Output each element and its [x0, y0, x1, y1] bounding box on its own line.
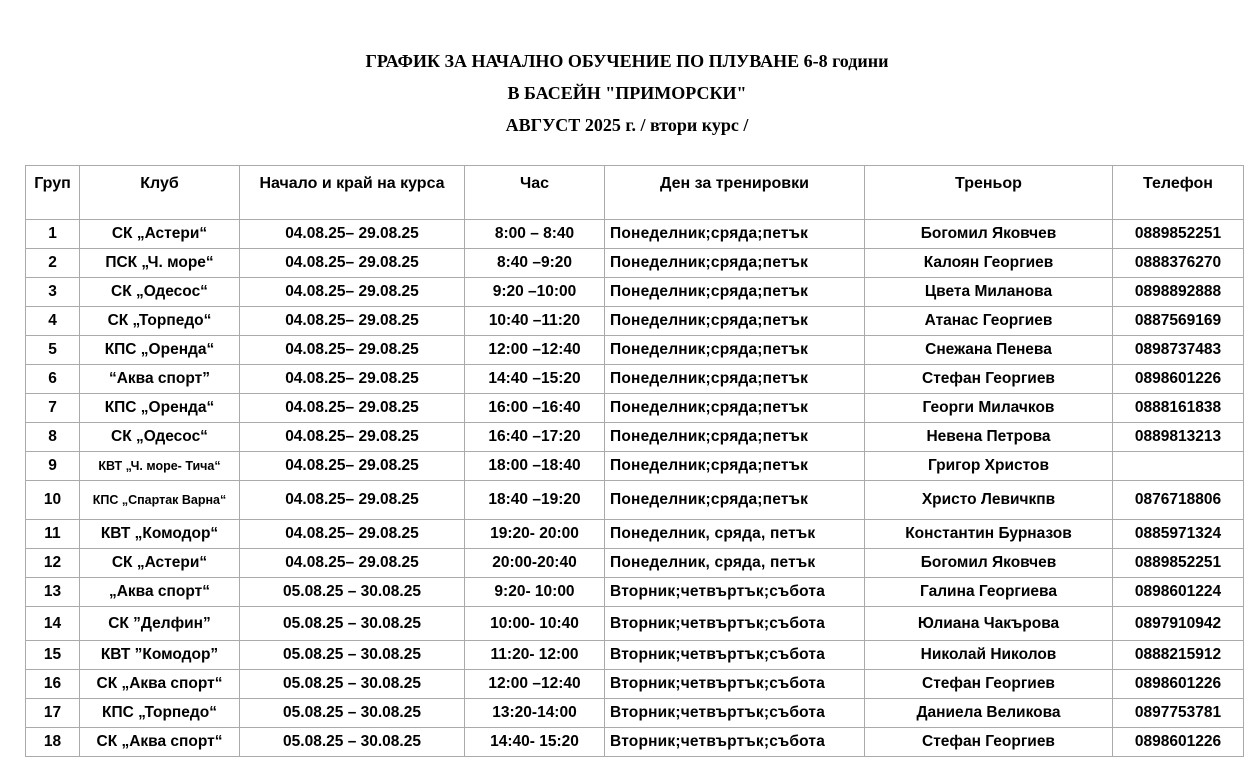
header-club: Клуб: [80, 166, 240, 220]
club-cell: СК „Одесос“: [80, 278, 240, 307]
group-cell: 13: [26, 578, 80, 607]
group-cell: 3: [26, 278, 80, 307]
header-training-days: Ден за тренировки: [605, 166, 865, 220]
group-cell: 15: [26, 641, 80, 670]
group-cell: 17: [26, 699, 80, 728]
hour-cell: 9:20- 10:00: [465, 578, 605, 607]
coach-cell: Богомил Яковчев: [865, 220, 1113, 249]
title-line-2: В БАСЕЙН "ПРИМОРСКИ": [507, 83, 747, 103]
training-days-cell: Понеделник;сряда;петък: [605, 394, 865, 423]
training-days-cell: Понеделник, сряда, петък: [605, 549, 865, 578]
club-cell: КПС „Спартак Варна“: [80, 481, 240, 520]
table-row: [26, 607, 1244, 641]
group-cell: 10: [26, 481, 80, 520]
hour-cell: 20:00-20:40: [465, 549, 605, 578]
group-cell: 14: [26, 607, 80, 641]
title-line-3: АВГУСТ 2025 г. / втори курс /: [505, 115, 749, 135]
group-cell: 4: [26, 307, 80, 336]
group-cell: 2: [26, 249, 80, 278]
course-dates-cell: 04.08.25– 29.08.25: [240, 481, 465, 520]
table-row: [26, 249, 1244, 278]
header-hour: Час: [465, 166, 605, 220]
training-days-cell: Понеделник;сряда;петък: [605, 481, 865, 520]
training-days-cell: Понеделник;сряда;петък: [605, 307, 865, 336]
group-cell: 7: [26, 394, 80, 423]
phone-cell: 0888215912: [1113, 641, 1244, 670]
club-cell: КПС „Оренда“: [80, 394, 240, 423]
phone-cell: 0898601226: [1113, 365, 1244, 394]
hour-cell: 18:00 –18:40: [465, 452, 605, 481]
club-cell: “Аква спорт”: [80, 365, 240, 394]
table-row: [26, 452, 1244, 481]
phone-cell: 0888161838: [1113, 394, 1244, 423]
coach-cell: Снежана Пенева: [865, 336, 1113, 365]
coach-cell: Стефан Георгиев: [865, 365, 1113, 394]
training-days-cell: Понеделник;сряда;петък: [605, 249, 865, 278]
phone-cell: 0898601226: [1113, 670, 1244, 699]
hour-cell: 13:20-14:00: [465, 699, 605, 728]
club-cell: „Аква спорт“: [80, 578, 240, 607]
club-cell: КПС „Торпедо“: [80, 699, 240, 728]
training-days-cell: Понеделник;сряда;петък: [605, 220, 865, 249]
club-cell: КВТ ”Комодор”: [80, 641, 240, 670]
course-dates-cell: 05.08.25 – 30.08.25: [240, 641, 465, 670]
coach-cell: Атанас Георгиев: [865, 307, 1113, 336]
coach-cell: Невена Петрова: [865, 423, 1113, 452]
training-days-cell: Вторник;четвъртък;събота: [605, 641, 865, 670]
hour-cell: 16:00 –16:40: [465, 394, 605, 423]
phone-cell: 0897910942: [1113, 607, 1244, 641]
phone-cell: 0876718806: [1113, 481, 1244, 520]
hour-cell: 10:40 –11:20: [465, 307, 605, 336]
table-row: [26, 394, 1244, 423]
header-phone: Телефон: [1113, 166, 1244, 220]
phone-cell: 0887569169: [1113, 307, 1244, 336]
club-cell: СК „Астери“: [80, 549, 240, 578]
club-cell: ПСК „Ч. море“: [80, 249, 240, 278]
table-row: [26, 423, 1244, 452]
training-days-cell: Вторник;четвъртък;събота: [605, 578, 865, 607]
course-dates-cell: 04.08.25– 29.08.25: [240, 220, 465, 249]
group-cell: 9: [26, 452, 80, 481]
hour-cell: 16:40 –17:20: [465, 423, 605, 452]
table-row: [26, 699, 1244, 728]
training-days-cell: Понеделник;сряда;петък: [605, 423, 865, 452]
group-cell: 1: [26, 220, 80, 249]
document-title: [0, 48, 1254, 144]
table-row: [26, 549, 1244, 578]
header-coach: Треньор: [865, 166, 1113, 220]
club-cell: КВТ „Ч. море- Тича“: [80, 452, 240, 481]
coach-cell: Юлиана Чакърова: [865, 607, 1113, 641]
phone-cell: 0897753781: [1113, 699, 1244, 728]
group-cell: 11: [26, 520, 80, 549]
table-row: [26, 520, 1244, 549]
course-dates-cell: 04.08.25– 29.08.25: [240, 394, 465, 423]
coach-cell: Калоян Георгиев: [865, 249, 1113, 278]
schedule-table: [25, 165, 1244, 757]
hour-cell: 9:20 –10:00: [465, 278, 605, 307]
hour-cell: 8:00 – 8:40: [465, 220, 605, 249]
group-cell: 18: [26, 728, 80, 757]
course-dates-cell: 04.08.25– 29.08.25: [240, 249, 465, 278]
hour-cell: 10:00- 10:40: [465, 607, 605, 641]
hour-cell: 18:40 –19:20: [465, 481, 605, 520]
coach-cell: Константин Бурназов: [865, 520, 1113, 549]
course-dates-cell: 05.08.25 – 30.08.25: [240, 670, 465, 699]
course-dates-cell: 04.08.25– 29.08.25: [240, 307, 465, 336]
table-row: [26, 670, 1244, 699]
coach-cell: Стефан Георгиев: [865, 728, 1113, 757]
table-row: [26, 365, 1244, 394]
training-days-cell: Вторник;четвъртък;събота: [605, 699, 865, 728]
club-cell: СК ”Делфин”: [80, 607, 240, 641]
coach-cell: Христо Левичкпв: [865, 481, 1113, 520]
club-cell: СК „Одесос“: [80, 423, 240, 452]
coach-cell: Стефан Георгиев: [865, 670, 1113, 699]
phone-cell: 0898892888: [1113, 278, 1244, 307]
table-row: [26, 728, 1244, 757]
group-cell: 5: [26, 336, 80, 365]
header-row: [26, 166, 1244, 220]
hour-cell: 11:20- 12:00: [465, 641, 605, 670]
header-course-dates: Начало и край на курса: [240, 166, 465, 220]
table-row: [26, 278, 1244, 307]
club-cell: КВТ „Комодор“: [80, 520, 240, 549]
table-row: [26, 336, 1244, 365]
course-dates-cell: 05.08.25 – 30.08.25: [240, 578, 465, 607]
course-dates-cell: 05.08.25 – 30.08.25: [240, 699, 465, 728]
hour-cell: 14:40- 15:20: [465, 728, 605, 757]
phone-cell: 0889852251: [1113, 549, 1244, 578]
coach-cell: Даниела Великова: [865, 699, 1113, 728]
coach-cell: Григор Христов: [865, 452, 1113, 481]
course-dates-cell: 04.08.25– 29.08.25: [240, 549, 465, 578]
table-row: [26, 578, 1244, 607]
course-dates-cell: 04.08.25– 29.08.25: [240, 336, 465, 365]
hour-cell: 8:40 –9:20: [465, 249, 605, 278]
phone-cell: 0898737483: [1113, 336, 1244, 365]
phone-cell: 0898601226: [1113, 728, 1244, 757]
training-days-cell: Понеделник;сряда;петък: [605, 278, 865, 307]
phone-cell: 0888376270: [1113, 249, 1244, 278]
table-row: [26, 641, 1244, 670]
training-days-cell: Понеделник;сряда;петък: [605, 336, 865, 365]
table-row: [26, 481, 1244, 520]
club-cell: КПС „Оренда“: [80, 336, 240, 365]
title-line-1: ГРАФИК ЗА НАЧАЛНО ОБУЧЕНИЕ ПО ПЛУВАНЕ 6-8 години: [365, 51, 889, 71]
hour-cell: 12:00 –12:40: [465, 336, 605, 365]
coach-cell: Цвета Миланова: [865, 278, 1113, 307]
group-cell: 16: [26, 670, 80, 699]
course-dates-cell: 04.08.25– 29.08.25: [240, 452, 465, 481]
coach-cell: Георги Милачков: [865, 394, 1113, 423]
course-dates-cell: 05.08.25 – 30.08.25: [240, 728, 465, 757]
training-days-cell: Вторник;четвъртък;събота: [605, 607, 865, 641]
phone-cell: 0889852251: [1113, 220, 1244, 249]
phone-cell: [1113, 452, 1244, 481]
hour-cell: 14:40 –15:20: [465, 365, 605, 394]
group-cell: 12: [26, 549, 80, 578]
phone-cell: 0898601224: [1113, 578, 1244, 607]
coach-cell: Галина Георгиева: [865, 578, 1113, 607]
table-row: [26, 220, 1244, 249]
training-days-cell: Вторник;четвъртък;събота: [605, 728, 865, 757]
hour-cell: 12:00 –12:40: [465, 670, 605, 699]
training-days-cell: Понеделник;сряда;петък: [605, 452, 865, 481]
course-dates-cell: 05.08.25 – 30.08.25: [240, 607, 465, 641]
course-dates-cell: 04.08.25– 29.08.25: [240, 423, 465, 452]
coach-cell: Николай Николов: [865, 641, 1113, 670]
course-dates-cell: 04.08.25– 29.08.25: [240, 520, 465, 549]
course-dates-cell: 04.08.25– 29.08.25: [240, 365, 465, 394]
table-row: [26, 307, 1244, 336]
header-group: Груп: [26, 166, 80, 220]
coach-cell: Богомил Яковчев: [865, 549, 1113, 578]
group-cell: 8: [26, 423, 80, 452]
club-cell: СК „Аква спорт“: [80, 670, 240, 699]
club-cell: СК „Торпедо“: [80, 307, 240, 336]
training-days-cell: Вторник;четвъртък;събота: [605, 670, 865, 699]
club-cell: СК „Аква спорт“: [80, 728, 240, 757]
course-dates-cell: 04.08.25– 29.08.25: [240, 278, 465, 307]
phone-cell: 0889813213: [1113, 423, 1244, 452]
phone-cell: 0885971324: [1113, 520, 1244, 549]
club-cell: СК „Астери“: [80, 220, 240, 249]
hour-cell: 19:20- 20:00: [465, 520, 605, 549]
training-days-cell: Понеделник;сряда;петък: [605, 365, 865, 394]
group-cell: 6: [26, 365, 80, 394]
training-days-cell: Понеделник, сряда, петък: [605, 520, 865, 549]
